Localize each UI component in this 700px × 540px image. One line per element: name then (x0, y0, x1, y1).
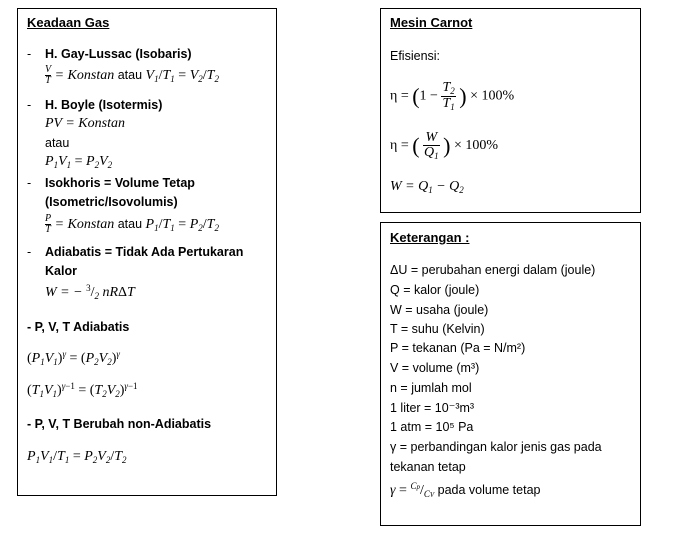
eta-symbol: η = (390, 138, 409, 154)
isokhoris-ratio: $P_1/T_1 = P_2/T_2$ (145, 216, 219, 233)
keadaan-gas-panel (17, 8, 277, 496)
legend-line: ΔU = perubahan energi dalam (joule) (390, 263, 596, 277)
keadaan-gas-title: Keadaan Gas (27, 15, 110, 30)
boyle-pv-formula: PV = Konstan (45, 116, 125, 131)
work-lhs: W = Q (390, 179, 429, 194)
gay-lussac-ratio: $V_1/T_1 = V_2/T_2$ (145, 67, 219, 84)
legend-line: P = tekanan (Pa = N/m²) (390, 341, 526, 355)
bullet-dash: - (27, 98, 32, 112)
adiabatis-work-formula: W = − $^3/_2$ nRΔT (45, 283, 135, 301)
work-minus: − Q (432, 179, 460, 194)
keterangan-title: Keterangan : (390, 230, 470, 245)
percent-label: × 100% (470, 88, 515, 104)
boyle-p1v1-formula: $P_1V_1 = P_2V_2$ (45, 154, 113, 170)
mesin-carnot-title: Mesin Carnot (390, 15, 473, 30)
legend-line: T = suhu (Kelvin) (390, 322, 485, 336)
gay-lussac-konstan: = Konstan (54, 67, 115, 83)
eta-symbol: η = (390, 88, 409, 104)
adiabatis-work-lhs: W = − (45, 285, 83, 300)
efisiensi-label: Efisiensi: (390, 49, 441, 63)
legend-line: 1 liter = 10⁻³m³ (390, 401, 475, 415)
gamma-suffix: pada volume tetap (437, 483, 541, 497)
t2-over-t1-fraction: $\frac{T_2}{T_1}$ (442, 80, 455, 112)
legend-line: n = jumlah mol (390, 381, 472, 395)
legend-line: V = volume (m³) (390, 361, 480, 375)
isokhoris-konstan: = Konstan (54, 216, 115, 232)
p-over-t-fraction: $\frac{P}{T}$ (45, 213, 52, 235)
isokhoris-atau: atau (117, 216, 143, 231)
adiabatis-subheading: Kalor (45, 264, 77, 278)
pvt-adiabatis-formula-tv: $(T_1V_1)^{\gamma-1} = (T_2V_2)^{\gamma-1}$ (27, 381, 138, 399)
legend-line: Q = kalor (joule) (390, 283, 480, 297)
gay-lussac-formula (45, 65, 219, 86)
percent-label: × 100% (454, 138, 499, 154)
legend-line: tekanan tetap (390, 460, 466, 474)
pvt-non-adiabatis-heading: - P, V, T Berubah non-Adiabatis (27, 417, 212, 431)
bullet-dash: - (27, 176, 32, 190)
v-over-t-fraction: $\frac{V}{T}$ (45, 64, 52, 86)
isokhoris-subheading: (Isometric/Isovolumis) (45, 195, 178, 209)
legend-line: W = usaha (joule) (390, 303, 489, 317)
efficiency-work-formula: η = ( $\frac{W}{Q_1}$ ) × 100% (390, 130, 499, 161)
boyle-atau: atau (45, 136, 70, 150)
isokhoris-heading: Isokhoris = Volume Tetap (45, 176, 195, 190)
gamma-formula: $\gamma = ^{Cp}/_{CV}$ pada volume tetap (390, 481, 541, 499)
gay-lussac-heading: H. Gay-Lussac (Isobaris) (45, 47, 192, 61)
gay-lussac-atau: atau (117, 67, 143, 82)
isokhoris-formula (45, 214, 219, 235)
mesin-carnot-panel (380, 8, 641, 213)
legend-line: 1 atm = 10⁵ Pa (390, 420, 474, 434)
adiabatis-heading: Adiabatis = Tidak Ada Pertukaran (45, 245, 244, 259)
pvt-non-adiabatis-formula: $P_1V_1/T_1 = P_2V_2/T_2$ (27, 449, 127, 465)
work-formula: $W = Q_1 - Q_2$ (390, 179, 464, 195)
legend-line: γ = perbandingan kalor jenis gas pada (390, 440, 602, 454)
efficiency-temp-formula: η = (1 − $\frac{T_2}{T_1}$ ) × 100% (390, 80, 515, 112)
pvt-adiabatis-heading: - P, V, T Adiabatis (27, 320, 130, 334)
pvt-adiabatis-formula-pv: $(P_1V_1)^\gamma = (P_2V_2)^\gamma$ (27, 349, 120, 367)
w-over-q1-fraction: $\frac{W}{Q_1}$ (424, 130, 439, 161)
keterangan-panel (380, 222, 641, 526)
bullet-dash: - (27, 47, 32, 61)
boyle-heading: H. Boyle (Isotermis) (45, 98, 163, 112)
bullet-dash: - (27, 245, 32, 259)
